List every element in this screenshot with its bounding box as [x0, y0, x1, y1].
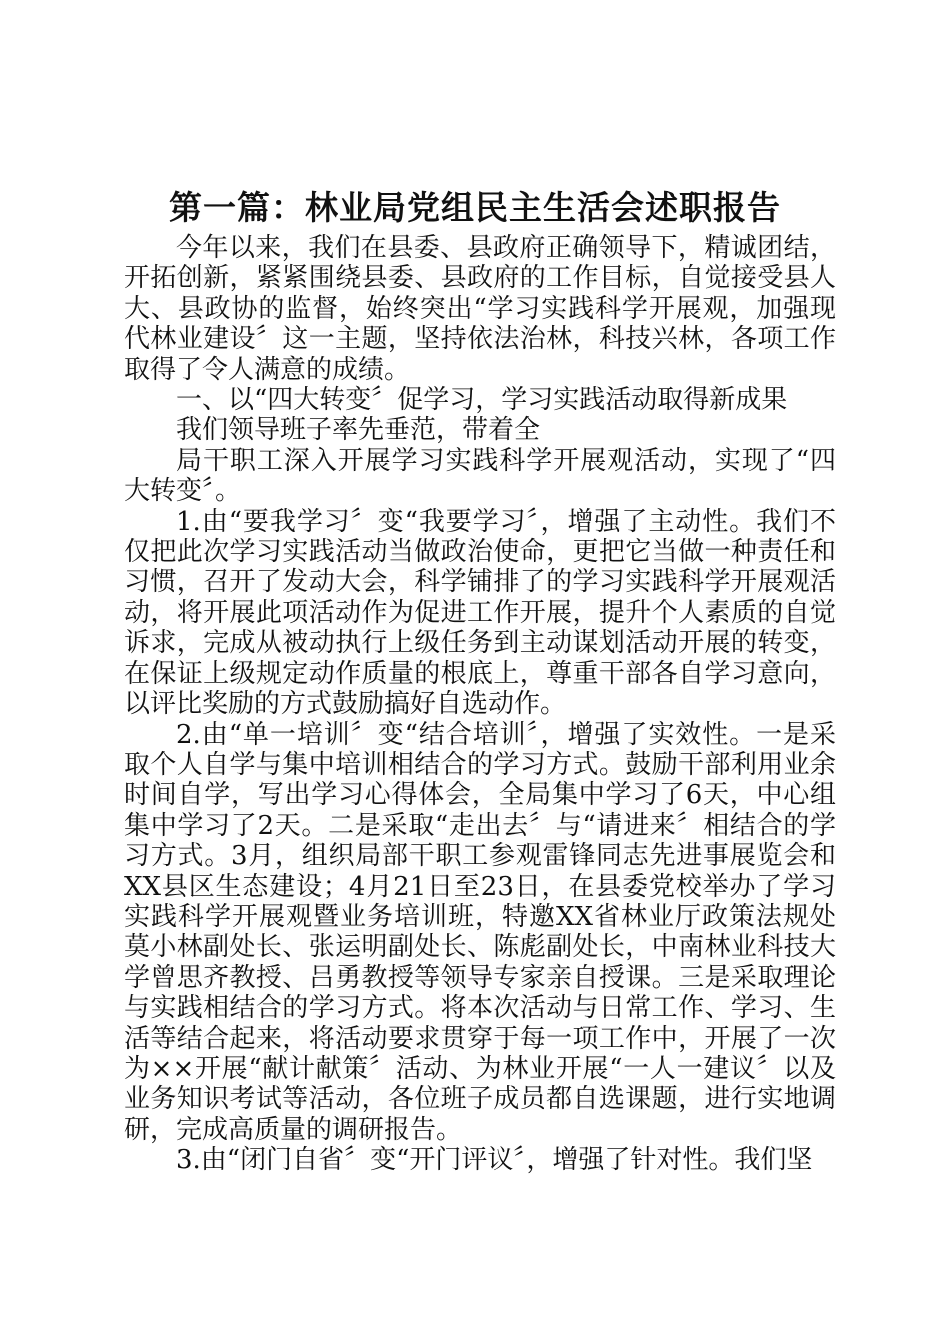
paragraph-lead: 我们领导班子率先垂范，带着全	[176, 415, 541, 446]
section-heading-1: 一、以“四大转变〞促学习，学习实践活动取得新成果	[176, 385, 788, 416]
paragraph-intro: 今年以来，我们在县委、县政府正确领导下，精诚团结，开拓创新，紧紧围绕县委、县政府的工作目标，自觉接受县人大、县政协的监督，始终突出“学习实践科学开展观，加强现代林业建设〞这一主题，坚持依法治林，科技兴林，各项工作取得了令人满意的成绩。	[124, 233, 836, 385]
paragraph-item-1: 1.由“要我学习〞变“我要学习〞，增强了主动性。我们不仅把此次学习实践活动当做政治使命，更把它当做一种责任和习惯，召开了发动大会，科学铺排了的学习实践科学开展观活动，将开展此项活动作为促进工作开展，提升个人素质的自觉诉求，完成从被动执行上级任务到主动谋划活动开展的转变，在保证上级规定动作质量的根底上，尊重干部各自学习意向，以评比奖励的方式鼓励搞好自选动作。	[124, 506, 836, 720]
document-title: 第一篇：林业局党组民主生活会述职报告	[169, 188, 781, 227]
paragraph-item-2: 2.由“单一培训〞变“结合培训〞，增强了实效性。一是采取个人自学与集中培训相结合的学习方式。鼓励干部利用业余时间自学，写出学习心得体会，全局集中学习了6天，中心组集中学习了2天。二是采取“走出去〞与“请进来〞相结合的学习方式。3月，组织局部干职工参观雷锋同志先进事展览会和XX县区生态建设；4月21日至23日，在县委党校举办了学习实践科学开展观暨业务培训班，特邀XX省林业厅政策法规处莫小林副处长、张运明副处长、陈彪副处长，中南林业科技大学曾思齐教授、吕勇教授等领导专家亲自授课。三是采取理论与实践相结合的学习方式。将本次活动与日常工作、学习、生活等结合起来，将活动要求贯穿于每一项工作中，开展了一次为××开展“献计献策〞活动、为林业开展“一人一建议〞以及业务知识考试等活动，各位班子成员都自选课题，进行实地调研，完成高质量的调研报告。	[124, 719, 836, 1145]
paragraph-item-3: 3.由“闭门自省〞变“开门评议〞，增强了针对性。我们坚	[176, 1145, 813, 1176]
document-body	[124, 233, 836, 1176]
paragraph-four-changes: 局干职工深入开展学习实践科学开展观活动，实现了“四大转变〞。	[124, 445, 836, 507]
